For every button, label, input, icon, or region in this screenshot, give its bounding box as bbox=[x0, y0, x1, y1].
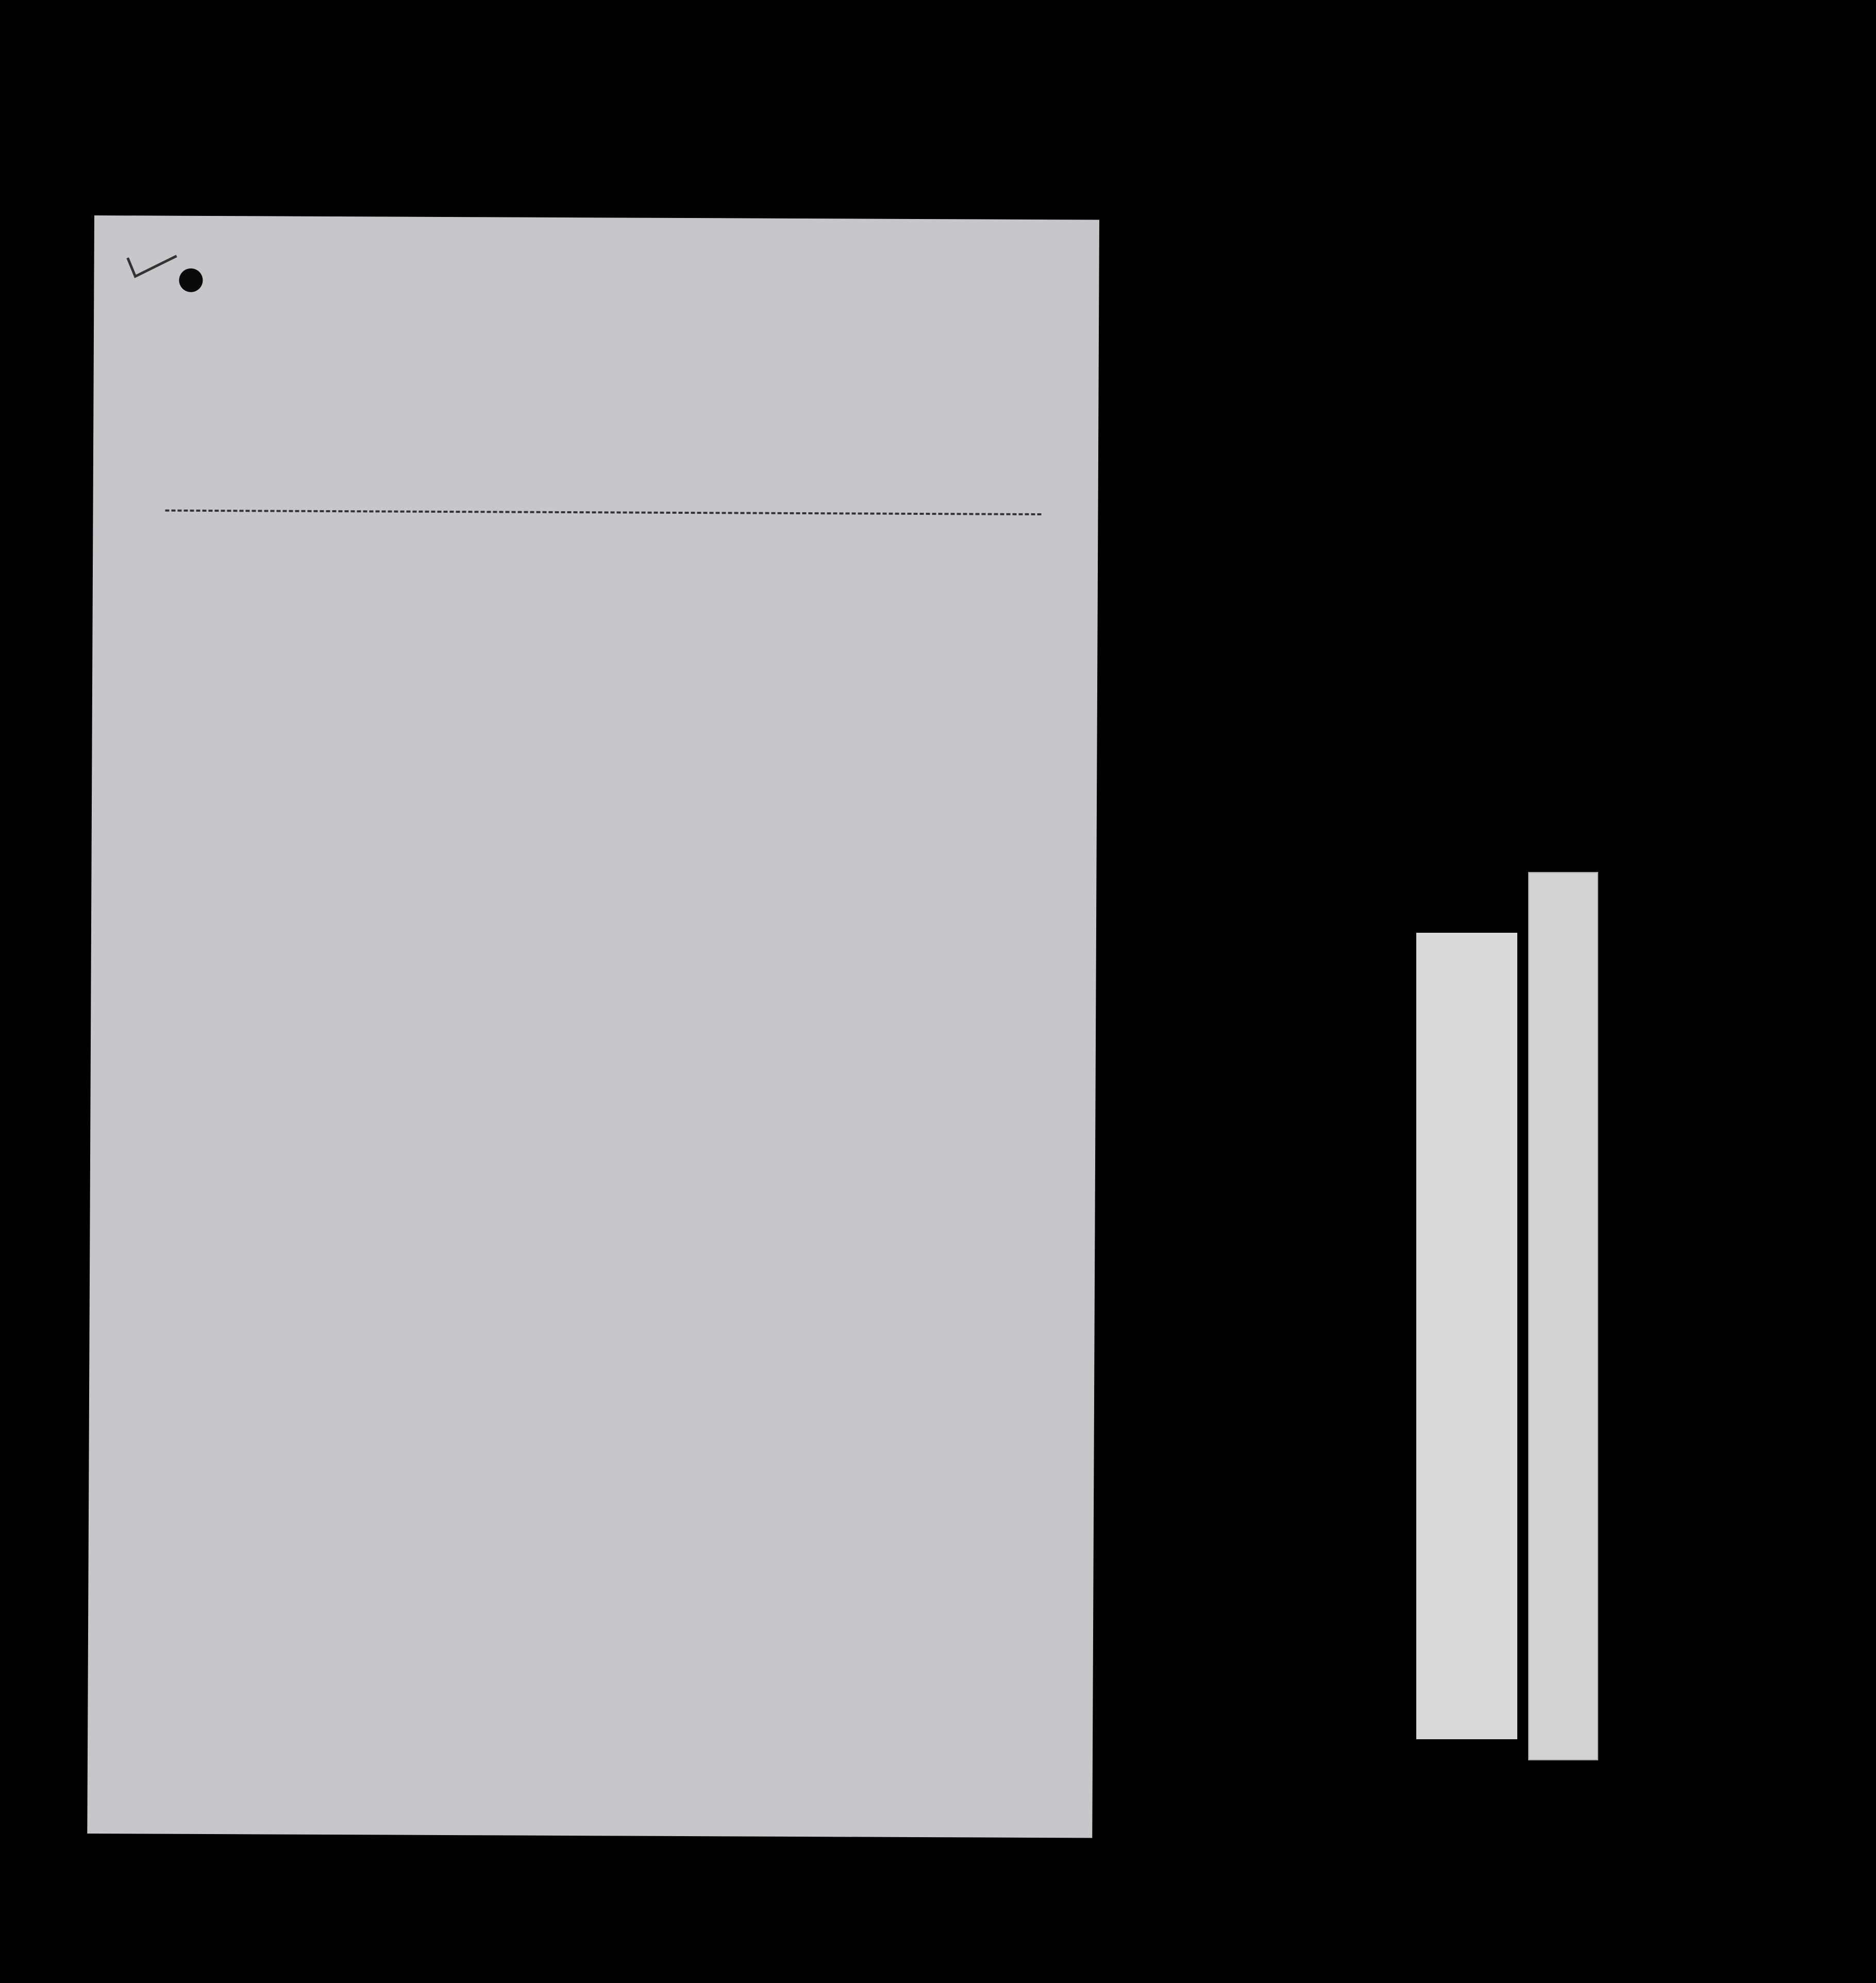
archives-label-strip bbox=[1528, 872, 1598, 1760]
document-sheet bbox=[87, 215, 1099, 1838]
archive-reference-stamp bbox=[1416, 933, 1517, 1739]
personnel-list bbox=[94, 215, 1099, 220]
film-edge-marks bbox=[876, 0, 1010, 31]
sheet-reference bbox=[743, 419, 789, 543]
header-dashed-rule bbox=[165, 510, 1041, 515]
archives-label-text bbox=[1532, 1198, 1594, 1610]
header-regt bbox=[228, 450, 273, 574]
punch-hole bbox=[179, 268, 203, 292]
check-mark-icon bbox=[125, 251, 181, 282]
archive-reference-text bbox=[1420, 939, 1513, 1733]
